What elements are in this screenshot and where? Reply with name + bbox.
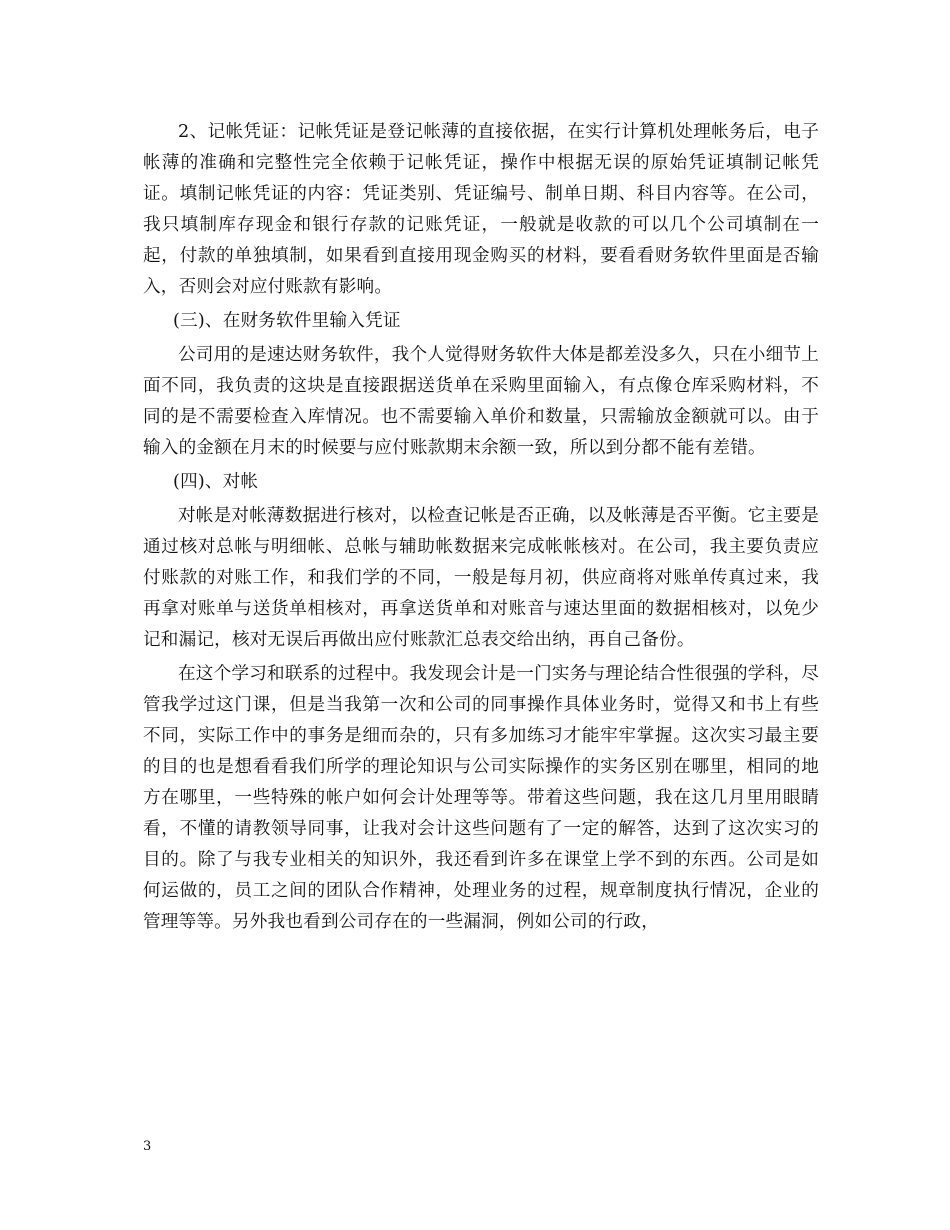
- paragraph-reflection: 在这个学习和联系的过程中。我发现会计是一门实务与理论结合性很强的学科，尽管我学过这门课，但是当我第一次和公司的同事操作具体业务时，觉得又和书上有些不同，实际工作中的事务是细而杂的，只有多加练习才能牢牢掌握。这次实习最主要的目的也是想看看我们所学的理论知识与公司实际操作的实务区别在哪里，相同的地方在哪里，一些特殊的帐户如何会计处理等等。带着这些问题，我在这几月里用眼睛看，不懂的请教领导同事，让我对会计这些问题有了一定的解答，达到了这次实习的目的。除了与我专业相关的知识外，我还看到许多在课堂上学不到的东西。公司是如何运做的，员工之间的团队合作精神，处理业务的过程，规章制度执行情况，企业的管理等等。另外我也看到公司存在的一些漏洞，例如公司的行政，: [143, 664, 819, 932]
- paragraph-reconciliation: 对帐是对帐薄数据进行核对，以检查记帐是否正确，以及帐薄是否平衡。它主要是通过核对总帐与明细帐、总帐与辅助帐数据来完成帐帐核对。在公司，我主要负责应付账款的对账工作，和我们学的不同，一般是每月初，供应商将对账单传真过来，我再拿对账单与送货单相核对，再拿送货单和对账音与速达里面的数据相核对，以免少记和漏记，核对无误后再做出应付账款汇总表交给出纳，再自己备份。: [143, 506, 819, 650]
- paragraph-voucher: 2、记帐凭证：记帐凭证是登记帐薄的直接依据，在实行计算机处理帐务后，电子帐薄的准确和完整性完全依赖于记帐凭证，操作中根据无误的原始凭证填制记帐凭证。填制记帐凭证的内容：凭证类别、凭证编号、制单日期、科目内容等。在公司，我只填制库存现金和银行存款的记账凭证，一般就是收款的可以几个公司填制在一起，付款的单独填制，如果看到直接用现金购买的材料，要看看财务软件里面是否输入，否则会对应付账款有影响。: [143, 122, 819, 297]
- page-number: 3: [143, 1139, 152, 1154]
- paragraph-software: 公司用的是速达财务软件，我个人觉得财务软件大体是都差没多久，只在小细节上面不同，我负责的这块是直接跟据送货单在采购里面输入，有点像仓库采购材料，不同的是不需要检查入库情况。也不需要输入单价和数量，只需输放金额就可以。由于输入的金额在月末的时候要与应付账款期末余额一致，所以到分都不能有差错。: [143, 345, 819, 458]
- section-heading-input-voucher: (三)、在财务软件里输入凭证: [173, 311, 401, 331]
- document-body: [143, 117, 819, 941]
- section-heading-reconciliation: (四)、对帐: [173, 472, 259, 492]
